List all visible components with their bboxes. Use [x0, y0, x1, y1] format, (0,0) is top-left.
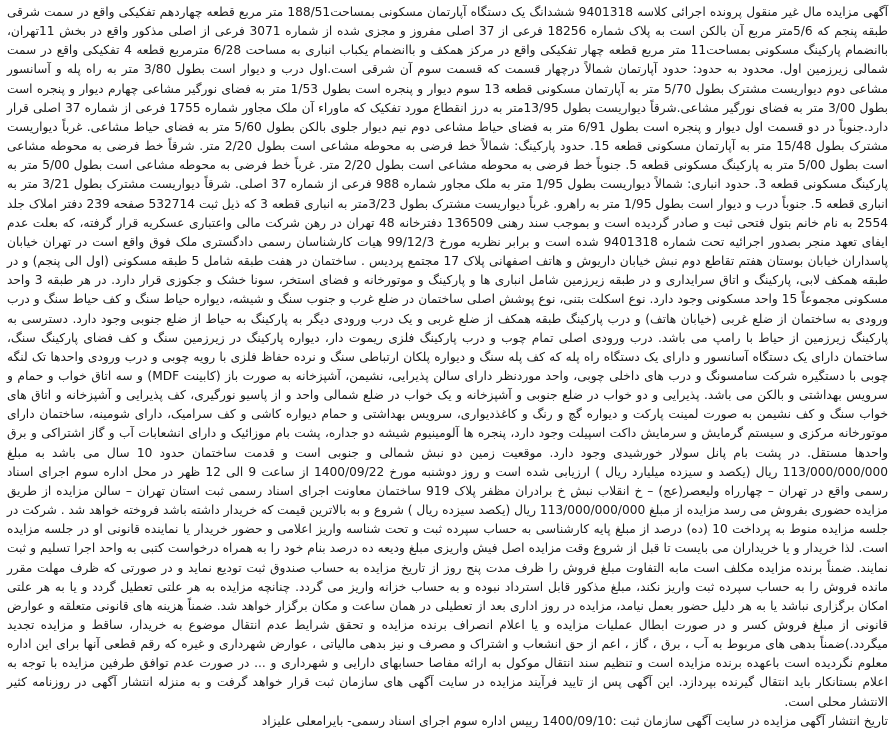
notice-body-text: آگهی مزایده مال غیر منقول پرونده اجرائی کلاسه 9401318 ششدانگ یک دستگاه آپارتمان مسکونی بمساحت188/51 متر مربع قطعه چهاردهم تفکیکی واقع در سمت شرقی طبقه پنجم که 5/6متر مربع آن بالکن است به پلاک شماره 18256 فرعی از 37 اصلی مفروز و مجزی شده از شماره 3071 فرعی از اصلی مذکور واقع در بخش 11تهران، باانضمام پارکینگ مسکونی بمساحت11 متر مربع قطعه چهار تفکیکی واقع در مرکز همکف و باانضمام یکباب انباری به مساحت 6/28 مترمربع قطعه 4 تفکیکی واقع در سمت شمالی زیرزمین اول. محدود به حدود: حدود آپارتمان شمالاً درچهار قسمت که قسمت سوم آن شرقی است.اول درب و دیوار است بطول 3/80 متر به راه پله و آسانسور مشاعی دوم دیواریست مشترک بطول 5/70 متر به آپارتمان مسکونی قطعه 13 سوم دیوار و پنجره است بطول 1/53 متر به فضای نورگیر مشاعی چهارم دیوار و پنجره است بطول 3/00 متر به فضای نورگیر مشاعی.شرقاً دیواریست بطول 13/95متر به درز انقطاع مورد تفکیک که ماوراء آن ملک مجاور شماره 1755 فرعی از شماره 37 اصلی قرار دارد.جنوباً در دو قسمت اول دیوار و پنجره است بطول 6/91 متر به فضای حیاط مشاعی دوم نیم دیوار جلوی بالکن بطول 5/60 متر به فضای حیاط مشاعی. غرباً دیواریست مشترک بطول 15/48 متر به آپارتمان مسکونی قطعه 15. حدود پارکینگ: شمالاً خط فرضی به محوطه مشاعی است بطول 2/20 متر. شرقاً خط فرضی به محوطه مشاعی است بطول 5/00 متر به پارکینگ مسکونی قطعه 5. جنوباً خط فرضی به محوطه مشاعی است بطول 2/20 متر. غرباً خط فرضی به محوطه مشاعی است بطول 5/00 متر به پارکینگ مسکونی قطعه 3. حدود انباری: شمالاً دیواریست بطول 1/95 متر به ملک مجاور شماره 988 فرعی از شماره 37 اصلی. شرقاً دیواریست مشترک بطول 3/21 متر به انباری قطعه 5. جنوباً درب و دیوار است بطول 1/95 متر به راهرو. غرباً دیواریست مشترک بطول 3/23متر به انباری قطعه 3 که ذیل ثبت 532714 صفحه 239 دفتر املاک جلد 2554 به نام خانم بتول فتحی ثبت و صادر گردیده است و بموجب سند رهنی 136509 دفترخانه 48 تهران در رهن شرکت مالی واعتباری عسکریه قرار گرفته، که بعلت عدم ایفای تعهد منجر بصدور اجرائیه تحت شماره 9401318 شده است و برابر نظریه مورخ 99/12/3 هیات کارشناسان رسمی دادگستری ملک فوق واقع است در تهران خیابان پاسداران خیابان بوستان هفتم تقاطع دوم نبش خیابان داریوش و هاتف اصفهانی پلاک 17 مجتمع پردیس . ساختمان در هفت طبقه شامل 5 طبقه مسکونی (اول الی پنجم) و در طبقه همکف لابی، پارکینگ و اتاق سرایداری و در طبقه زیرزمین شامل انباری ها و پارکینگ و موتورخانه و فضای استخر، سونا خشک و جکوزی قرار دارد. در هر طبقه 3 واحد مسکونی مجموعاً 15 واحد مسکونی وجود دارد. نوع اسکلت بتنی، نوع پوشش اصلی ساختمان در ضلع غرب و جنوب سنگ و شیشه، دیواره حیاط سنگ و کف حیاط سنگ و درب ورودی به ساختمان از ضلع غربی (خیابان هاتف) و درب پارکینگ طبقه همکف از ضلع غربی و یک درب ورودی دیگر به پارکینگ به حیاط از ضلع جنوبی وجود دارد. دسترسی به پارکینگ زیرزمین از حیاط با رامپ می باشد. درب ورودی اصلی تمام چوب و درب پارکینگ فلزی ریموت دار، دیواره پارکینگ در زیرزمین سنگ و کف فضای پارکینگ سنگ، ساختمان دارای یک دستگاه آسانسور و دارای یک دستگاه راه پله که کف پله سنگ و دیواره پلکان ارتباطی سنگ و نرده حفاظ فلزی با رویه چوبی و درب ورودی واحدها تک لنگه چوبی با دستگیره شرکت سامسونگ و درب های داخلی چوبی، واحد موردنظر دارای سالن پذیرایی، نشیمن، آشپزخانه به صورت باز (کابینت MDF) و سه اتاق خواب و حمام و سرویس بهداشتی و بالکن می باشد. پذیرایی و دو خواب در ضلع جنوبی و آشپزخانه و یک خواب در ضلع شمالی واحد و از پاسیو نورگیری، کف پذیرایی و آشپزخانه و اتاق های خواب سنگ و کف نشیمن به صورت لمینت پارکت و دیواره گچ و رنگ و کاغذدیواری، سرویس بهداشتی و حمام دیواره کاشی و کف سرامیک، دارای شومینه، ساختمان دارای موتورخانه مرکزی و سیستم گرمایش و سرمایش داکت اسپیلت وجود دارد، پنجره ها آلومینیوم شیشه دو جداره، پشت بام موزائیک و دارای انشعابات آب و گاز اشتراکی و برق واحدها مستقل. در پشت بام پانل سولار خورشیدی وجود دارد. موقعیت زمین دو نبش شمالی و جنوبی است و قدمت ساختمان حدود 10 سال می باشد به مبلغ 113/000/000/000 ریال (یکصد و سیزده میلیارد ریال ) ارزیابی شده است و روز دوشنبه مورخ 1400/09/22 از ساعت 9 الی 12 ظهر در محل اداره سوم اجرای اسناد رسمی واقع در تهران – چهارراه ولیعصر(عج) – خ انقلاب نبش خ برادران مظفر پلاک 919 ساختمان معاونت اجرای اسناد رسمی ثبت استان تهران – سالن مزایده از طریق مزایده حضوری بفروش می رسد مزایده از مبلغ 113/000/000/000 ریال (یکصد سیزده ریال ) شروع و به بالاترین قیمت که خریدار داشته باشد فروخته خواهد شد . شرکت در جلسه مزایده منوط به پرداخت 10 (ده) درصد از مبلغ پایه کارشناسی به حساب سپرده ثبت و تحت شناسه واریز اعلامی و حضور خریدار یا نماینده قانونی او در جلسه مزایده است. لذا خریدار و یا خریداران می بایست تا قبل از شروع وقت مزایده اصل فیش واریزی مبلغ ودیعه ده درصد بنام خود را به همراه درخواست کتبی به واحد اجرا تسلیم و ثبت نمایند. ضمناً برنده مزایده مکلف است مابه التفاوت مبلغ فروش را ظرف مدت پنج روز از تاریخ مزایده به حساب صندوق ثبت تودیع نماید و در صورتی که ظرف مهلت مقرر مانده فروش را به حساب سپرده ثبت واریز نکند، مبلغ مذکور قابل استرداد نبوده و به حساب خزانه واریز می گردد. چنانچه مزایده به هر علتی تعطیل گردد و یا به هر علتی امکان برگزاری نباشد یا به هر دلیل حضور بعمل نیامد، مزایده در روز اداری بعد از تعطیلی در همان ساعت و مکان برگزار خواهد شد. ضمناً هزینه های قانونی متعلقه و عوارض قانونی از مبلغ فروش کسر و در صورت ابطال عملیات مزایده و یا اعلام انصراف برنده مزایده و تحقق شرایط عدم انتقال موضوع به خریدار، ساقط و مزایده تجدید میگردد.)ضمناً بدهی های مربوط به آب ، برق ، گاز ، اعم از حق انشعاب و اشتراک و مصرف و نیز بدهی مالیاتی ، عوارض شهرداری و غیره که رقم قطعی آنها برای این اداره معلوم نگردیده است باعهده برنده مزایده است و تنظیم سند انتقال موکول به ارائه مفاصا حسابهای دارایی و شهرداری و ... در صورت عدم توافق طرفین مزایده با توجه به اعلام بستانکار باید انتقال گیرنده بپردازد. این آگهی پس از تایید فرآیند مزایده در سایت آگهی های سازمان ثبت قرار خواهد گرفت و به منزله انتشار آگهی در روزنامه کثیر الانتشار محلی است.: [7, 5, 889, 709]
notice-footer-text: تاریخ انتشار آگهی مزایده در سایت آگهی سازمان ثبت :1400/09/10 رییس اداره سوم اجرای اسناد رسمی- بایرامعلی علیزاد: [261, 713, 888, 728]
